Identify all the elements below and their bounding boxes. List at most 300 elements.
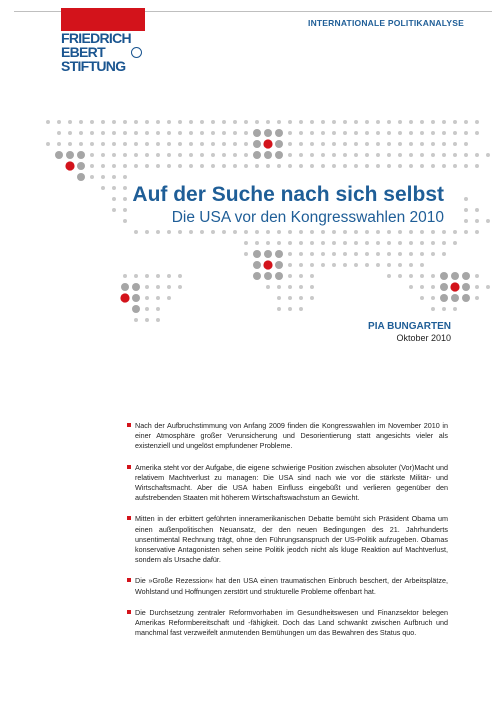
map-dot (442, 241, 446, 245)
map-dot (288, 131, 292, 135)
map-dot-large (440, 294, 448, 302)
map-dot (288, 164, 292, 168)
map-dot (156, 131, 160, 135)
map-dot (145, 285, 149, 289)
map-dot (420, 252, 424, 256)
map-dot (101, 164, 105, 168)
map-dot (145, 230, 149, 234)
map-dot (178, 142, 182, 146)
series-label: INTERNATIONALE POLITIKANALYSE (308, 18, 464, 28)
map-dot-large (253, 261, 261, 269)
map-dot (387, 252, 391, 256)
map-dot (398, 120, 402, 124)
map-dot (310, 252, 314, 256)
map-dot (475, 230, 479, 234)
map-dot (145, 131, 149, 135)
map-dot (211, 230, 215, 234)
map-dot (145, 274, 149, 278)
map-dot (431, 274, 435, 278)
map-dot (244, 164, 248, 168)
map-dot (420, 164, 424, 168)
map-dot (354, 164, 358, 168)
map-dot (277, 241, 281, 245)
map-dot (156, 120, 160, 124)
map-dot-large (253, 250, 261, 258)
map-dot (365, 241, 369, 245)
map-dot (431, 241, 435, 245)
map-dot (321, 230, 325, 234)
map-dot (189, 153, 193, 157)
map-dot (101, 175, 105, 179)
map-dot (90, 164, 94, 168)
map-dot (299, 307, 303, 311)
map-dot (145, 120, 149, 124)
map-dot (211, 142, 215, 146)
map-dot (244, 241, 248, 245)
map-dot (233, 230, 237, 234)
map-dot-large (77, 173, 85, 181)
map-dot (189, 142, 193, 146)
map-dot (442, 142, 446, 146)
map-dot (134, 230, 138, 234)
map-dot-large (121, 283, 129, 291)
map-dot-large (264, 129, 272, 137)
page-title: Auf der Suche nach sich selbst (132, 183, 444, 206)
map-dot (288, 120, 292, 124)
map-dot (420, 296, 424, 300)
map-dot (178, 120, 182, 124)
map-dot (475, 164, 479, 168)
map-dot (112, 142, 116, 146)
map-dot-large (253, 272, 261, 280)
map-dot (398, 153, 402, 157)
map-dot (464, 219, 468, 223)
map-dot (398, 131, 402, 135)
map-dot-large (275, 261, 283, 269)
map-dot (156, 296, 160, 300)
map-dot (46, 120, 50, 124)
map-dot (332, 142, 336, 146)
map-dot (79, 142, 83, 146)
author-name: PIA BUNGARTEN (368, 321, 451, 332)
map-dot (310, 142, 314, 146)
map-dot (222, 142, 226, 146)
map-dot (211, 120, 215, 124)
map-dot (189, 120, 193, 124)
map-dot (57, 120, 61, 124)
map-dot (277, 164, 281, 168)
summary-item: Mitten in der erbittert geführten inneramerikanischen Debatte bemüht sich Präsident Obama um einen außenpolitischen Neuansatz, der den neuen Bedingungen des 21. Jahrhunderts unsentimental Rechnung trägt, ohne den Führungsanspruch der US-Politik aufzugeben. Obamas konservative Antagonisten sehen seine Politik jeodch nicht als kluge Reaktion auf Machtverlust, sondern als Ursache dafür. (127, 514, 448, 565)
map-dot (167, 164, 171, 168)
map-dot-highlight (65, 161, 74, 170)
map-dot (387, 131, 391, 135)
map-dot (420, 142, 424, 146)
map-dot-large (275, 272, 283, 280)
map-dot (145, 307, 149, 311)
summary-item: Nach der Aufbruchstimmung von Anfang 2009 finden die Kongresswahlen im November 2010 in einer Atmosphäre großer Verunsicherung und Desorientierung statt angesichts vieler als existenziell und ungelöst empfundener Probleme. (127, 421, 448, 452)
logo-line-3: STIFTUNG (61, 58, 126, 74)
map-dot (321, 263, 325, 267)
map-dot (101, 120, 105, 124)
map-dot (299, 252, 303, 256)
map-dot (233, 142, 237, 146)
map-dot (464, 120, 468, 124)
map-dot (398, 263, 402, 267)
map-dot (288, 230, 292, 234)
map-dot (277, 230, 281, 234)
map-dot (453, 142, 457, 146)
map-dot (57, 131, 61, 135)
map-dot (288, 285, 292, 289)
map-dot (244, 131, 248, 135)
map-dot (167, 142, 171, 146)
map-dot (475, 131, 479, 135)
map-dot (354, 252, 358, 256)
map-dot (156, 142, 160, 146)
map-dot (178, 131, 182, 135)
map-dot (288, 252, 292, 256)
map-dot (112, 175, 116, 179)
map-dot (453, 230, 457, 234)
map-dot (420, 153, 424, 157)
map-dot (464, 153, 468, 157)
map-dot (90, 175, 94, 179)
map-dot (343, 131, 347, 135)
map-dot (200, 131, 204, 135)
map-dot (365, 142, 369, 146)
map-dot (398, 164, 402, 168)
map-dot (343, 230, 347, 234)
map-dot (486, 285, 490, 289)
map-dot-large (253, 151, 261, 159)
map-dot (376, 120, 380, 124)
map-dot (134, 142, 138, 146)
map-dot (376, 153, 380, 157)
map-dot (453, 131, 457, 135)
map-dot (145, 164, 149, 168)
map-dot (145, 142, 149, 146)
map-dot (354, 120, 358, 124)
map-dot (167, 230, 171, 234)
map-dot (299, 241, 303, 245)
map-dot (387, 164, 391, 168)
summary-item: Amerika steht vor der Aufgabe, die eigene schwierige Position zwischen absoluter (Vor)Macht und relativem Machtverlust zu managen: Die USA sind nach wie vor die stärkste Militär- und Wirtschaftsmacht. Aber die USA haben Einfluss eingebüßt und verlieren gegenüber den aufstrebenden Staaten mit höherem Wirtschaftswachstum an Gewicht. (127, 463, 448, 504)
map-dot (387, 230, 391, 234)
map-dot (233, 120, 237, 124)
map-dot (200, 120, 204, 124)
map-dot-highlight (263, 260, 272, 269)
map-dot (343, 142, 347, 146)
map-dot (178, 274, 182, 278)
map-dot (288, 153, 292, 157)
map-dot-large (132, 294, 140, 302)
map-dot (233, 153, 237, 157)
map-dot (145, 153, 149, 157)
map-dot (211, 131, 215, 135)
map-dot (134, 274, 138, 278)
map-dot-large (440, 283, 448, 291)
map-dot (189, 230, 193, 234)
map-dot (222, 120, 226, 124)
summary-item: Die »Große Rezession« hat den USA einen traumatischen Einbruch beschert, der Arbeitsplätze, Wohlstand und Hoffnungen zerstört und strukturelle Probleme offenbart hat. (127, 576, 448, 596)
map-dot (321, 142, 325, 146)
map-dot (431, 296, 435, 300)
map-dot (167, 274, 171, 278)
map-dot (332, 131, 336, 135)
map-dot (222, 131, 226, 135)
map-dot (486, 219, 490, 223)
map-dot-large (275, 151, 283, 159)
map-dot (255, 120, 259, 124)
map-dot (343, 252, 347, 256)
map-dot (167, 131, 171, 135)
map-dot (431, 252, 435, 256)
map-dot (112, 131, 116, 135)
map-dot (299, 263, 303, 267)
summary-list (127, 421, 448, 638)
map-dot (464, 230, 468, 234)
map-dot (123, 142, 127, 146)
map-dot (376, 241, 380, 245)
map-dot (486, 153, 490, 157)
map-dot-large (462, 294, 470, 302)
map-dot (321, 252, 325, 256)
map-dot (431, 120, 435, 124)
map-dot (354, 230, 358, 234)
map-dot (453, 153, 457, 157)
map-dot (464, 197, 468, 201)
map-dot (277, 307, 281, 311)
map-dot (288, 307, 292, 311)
map-dot-highlight (450, 282, 459, 291)
map-dot-large (462, 283, 470, 291)
map-dot (453, 164, 457, 168)
map-dot-large (275, 140, 283, 148)
map-dot (431, 230, 435, 234)
map-dot-highlight (120, 293, 129, 302)
map-dot (244, 153, 248, 157)
map-dot (453, 241, 457, 245)
map-dot (299, 120, 303, 124)
map-dot (299, 285, 303, 289)
map-dot (365, 131, 369, 135)
map-dot (123, 131, 127, 135)
map-dot (299, 164, 303, 168)
map-dot (420, 131, 424, 135)
map-dot (332, 241, 336, 245)
map-dot-large (77, 162, 85, 170)
map-dot (310, 120, 314, 124)
map-dot (68, 120, 72, 124)
map-dot (211, 164, 215, 168)
summary-item: Die Durchsetzung zentraler Reformvorhaben im Gesundheitswesen und Finanzsektor belegen Amerikas Reformbereitschaft und -fähigkeit. Doch das Land schwankt zwischen Aufbruch und manchmal fast verzweifelt anmutenden Bemühungen um das Bewahren des Status quo. (127, 608, 448, 639)
map-dot (112, 164, 116, 168)
map-dot (310, 164, 314, 168)
map-dot (310, 131, 314, 135)
map-dot (244, 120, 248, 124)
map-dot (200, 230, 204, 234)
map-dot (431, 285, 435, 289)
map-dot-large (440, 272, 448, 280)
map-dot-large (264, 151, 272, 159)
map-dot (332, 164, 336, 168)
map-dot (475, 120, 479, 124)
map-dot-large (253, 140, 261, 148)
map-dot-large (132, 283, 140, 291)
map-dot-large (275, 250, 283, 258)
map-dot (376, 164, 380, 168)
map-dot (145, 296, 149, 300)
map-dot (178, 230, 182, 234)
map-dot (475, 296, 479, 300)
map-dot (420, 274, 424, 278)
map-dot (332, 120, 336, 124)
map-dot (112, 120, 116, 124)
map-dot (332, 153, 336, 157)
map-dot (123, 274, 127, 278)
map-dot (310, 296, 314, 300)
map-dot (475, 153, 479, 157)
map-dot (68, 131, 72, 135)
map-dot (233, 131, 237, 135)
map-dot (321, 153, 325, 157)
map-dot (376, 142, 380, 146)
map-dot (57, 142, 61, 146)
map-dot (90, 142, 94, 146)
map-dot (244, 230, 248, 234)
map-dot (354, 131, 358, 135)
map-dot (178, 153, 182, 157)
map-dot-highlight (263, 139, 272, 148)
map-dot (365, 230, 369, 234)
map-dot (266, 230, 270, 234)
map-dot-large (275, 129, 283, 137)
map-dot (178, 285, 182, 289)
map-dot (409, 131, 413, 135)
map-dot (123, 153, 127, 157)
map-dot (431, 131, 435, 135)
map-dot (464, 164, 468, 168)
map-dot (387, 263, 391, 267)
map-dot (222, 153, 226, 157)
map-dot-large (55, 151, 63, 159)
map-dot (101, 153, 105, 157)
map-dot (332, 263, 336, 267)
map-dot (321, 131, 325, 135)
map-dot (409, 252, 413, 256)
map-dot-large (132, 305, 140, 313)
map-dot (266, 241, 270, 245)
map-dot (299, 131, 303, 135)
map-dot (343, 153, 347, 157)
map-dot (310, 230, 314, 234)
map-dot (123, 120, 127, 124)
map-dot (134, 131, 138, 135)
map-dot (134, 164, 138, 168)
map-dot (398, 252, 402, 256)
map-dot (156, 153, 160, 157)
map-dot (244, 252, 248, 256)
map-dot (398, 241, 402, 245)
map-dot (475, 274, 479, 278)
map-dot (288, 274, 292, 278)
map-dot (442, 307, 446, 311)
map-dot (255, 164, 259, 168)
map-dot (343, 120, 347, 124)
map-dot (156, 230, 160, 234)
map-dot (310, 263, 314, 267)
map-dot (332, 252, 336, 256)
map-dot (288, 263, 292, 267)
map-dot (156, 307, 160, 311)
map-dot (387, 142, 391, 146)
map-dot (409, 120, 413, 124)
map-dot (398, 274, 402, 278)
map-dot (68, 142, 72, 146)
map-dot (442, 120, 446, 124)
map-dot (376, 252, 380, 256)
map-dot-large (462, 272, 470, 280)
map-dot (442, 252, 446, 256)
publication-date: Oktober 2010 (396, 333, 451, 343)
map-dot (387, 153, 391, 157)
map-dot (90, 120, 94, 124)
map-dot (211, 153, 215, 157)
map-dot (123, 175, 127, 179)
map-dot (156, 274, 160, 278)
map-dot (464, 131, 468, 135)
map-dot (376, 230, 380, 234)
map-dot (475, 285, 479, 289)
map-dot (167, 153, 171, 157)
map-dot (409, 164, 413, 168)
map-dot (321, 241, 325, 245)
map-dot (79, 131, 83, 135)
map-dot (376, 263, 380, 267)
map-dot (365, 164, 369, 168)
map-dot (255, 230, 259, 234)
map-dot (365, 120, 369, 124)
map-dot-large (253, 129, 261, 137)
map-dot (299, 142, 303, 146)
map-dot (310, 241, 314, 245)
map-dot (266, 164, 270, 168)
logo-line-2: EBERT (61, 44, 105, 60)
map-dot (464, 142, 468, 146)
map-dot (398, 142, 402, 146)
map-dot (420, 285, 424, 289)
map-dot (310, 274, 314, 278)
map-dot (464, 208, 468, 212)
map-dot (266, 285, 270, 289)
map-dot (134, 153, 138, 157)
map-dot (277, 120, 281, 124)
map-dot (398, 230, 402, 234)
map-dot (189, 131, 193, 135)
map-dot (343, 164, 347, 168)
map-dot (299, 230, 303, 234)
map-dot (475, 219, 479, 223)
map-dot (189, 164, 193, 168)
map-dot (475, 208, 479, 212)
map-dot (90, 153, 94, 157)
map-dot (46, 142, 50, 146)
map-dot (365, 252, 369, 256)
map-dot (310, 285, 314, 289)
map-dot (387, 241, 391, 245)
map-dot (376, 131, 380, 135)
map-dot (277, 296, 281, 300)
